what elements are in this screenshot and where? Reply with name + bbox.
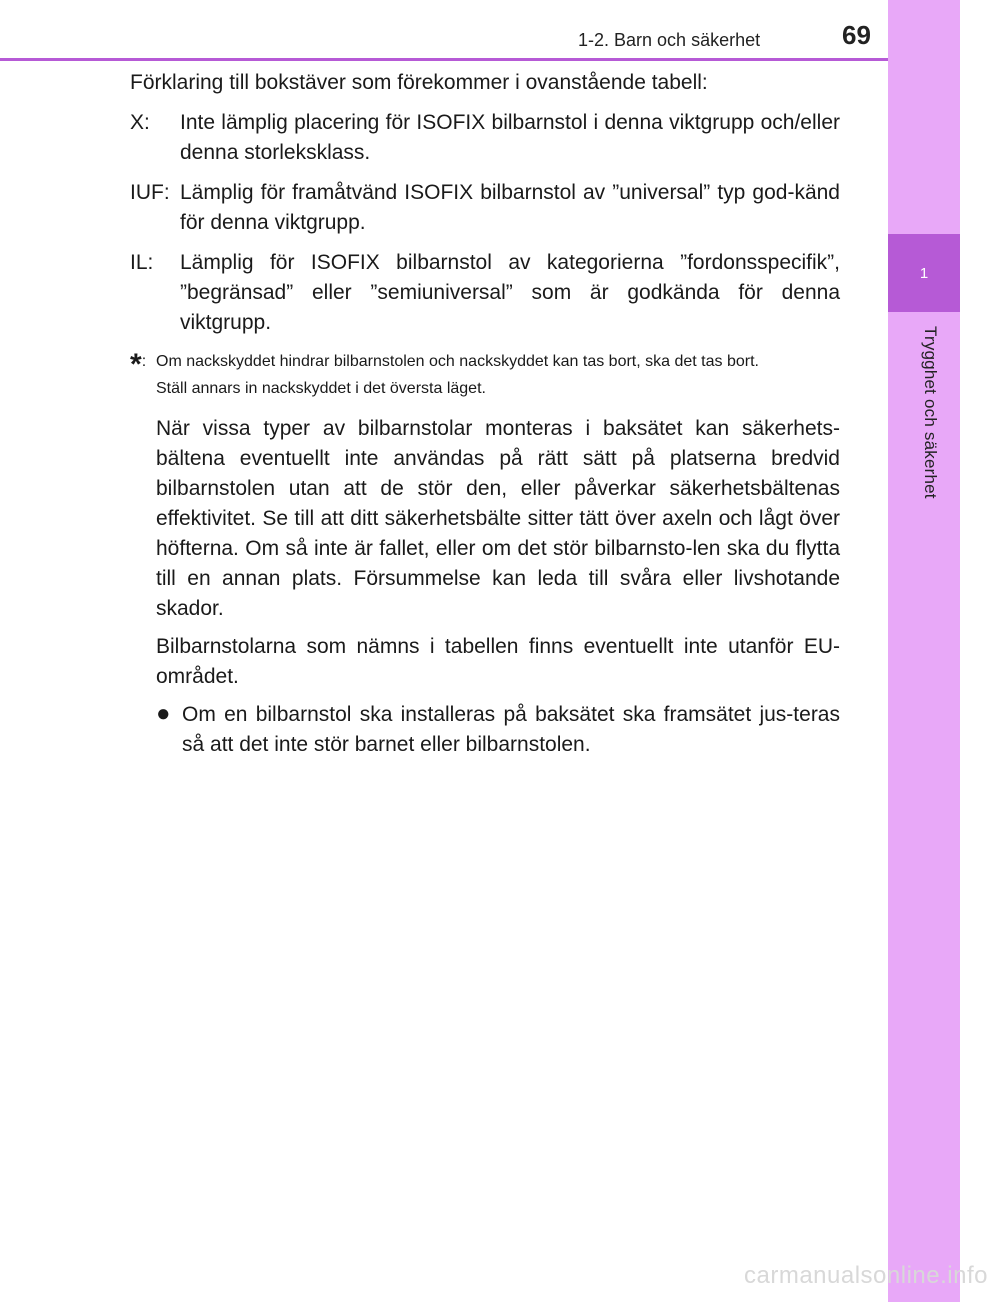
footnote-mark (130, 348, 156, 402)
definition-text: Inte lämplig placering för ISOFIX bilbarnstol i denna viktgrupp och/eller denna storleksklass. (180, 111, 840, 164)
definition-item (130, 108, 840, 168)
definition-text: Lämplig för ISOFIX bilbarnstol av kategorierna ”fordonsspecifik”, ”begränsad” eller ”semiuniversal” som är godkända för denna viktgrupp. (180, 251, 840, 334)
definition-term: IL: (130, 251, 154, 274)
footnote-line-1: Om nackskyddet hindrar bilbarnstolen och nackskyddet kan tas bort, ska det tas bort. (156, 353, 759, 370)
page-number: 69 (842, 20, 871, 50)
definition-item (130, 248, 840, 338)
footnote (130, 348, 840, 402)
bullet-text: Om en bilbarnstol ska installeras på baksätet ska framsätet jus-teras så att det inte stör barnet eller bilbarnstolen. (182, 703, 840, 756)
definition-item (130, 178, 840, 238)
footnote-line-2: Ställ annars in nackskyddet i det översta läget. (156, 380, 486, 397)
paragraph-eu: Bilbarnstolarna som nämns i tabellen finns eventuellt inte utanför EU-området. (156, 635, 840, 688)
asterisk: * (130, 348, 142, 381)
chapter-side-tab (888, 0, 960, 1302)
definition-term: IUF: (130, 181, 170, 204)
page-content (130, 68, 840, 760)
chapter-number: 1 (888, 234, 960, 312)
paragraph-seatbelt: När vissa typer av bilbarnstolar monteras i baksätet kan säkerhets-bältena eventuellt inte användas på rätt sätt på platserna bredvid bilbarnstolen utan att de stör den, eller påverkar säkerhetsbältenas effektivitet. Se till att ditt säkerhetsbälte sitter tätt över axeln och lågt över höfterna. Om så inte är fallet, eller om det stör bilbarnsto-len ska du flytta till en annan plats. Försummelse kan leda till svåra eller livshotande skador. (156, 417, 840, 620)
bullet-icon: ● (156, 700, 171, 727)
bullet-item (156, 700, 840, 760)
header-divider (0, 58, 888, 61)
watermark-text: carmanualsonline.info (744, 1262, 988, 1289)
chapter-title: Trygghet och säkerhet (921, 326, 940, 499)
definition-text: Lämplig för framåtvänd ISOFIX bilbarnstol av ”universal” typ god-känd för denna viktgrupp. (180, 181, 840, 234)
intro-text: Förklaring till bokstäver som förekommer i ovanstående tabell: (130, 71, 708, 94)
definition-term: X: (130, 111, 150, 134)
section-title: 1-2. Barn och säkerhet (578, 30, 761, 50)
footnote-colon: : (141, 353, 147, 370)
footnote-text (156, 348, 840, 402)
